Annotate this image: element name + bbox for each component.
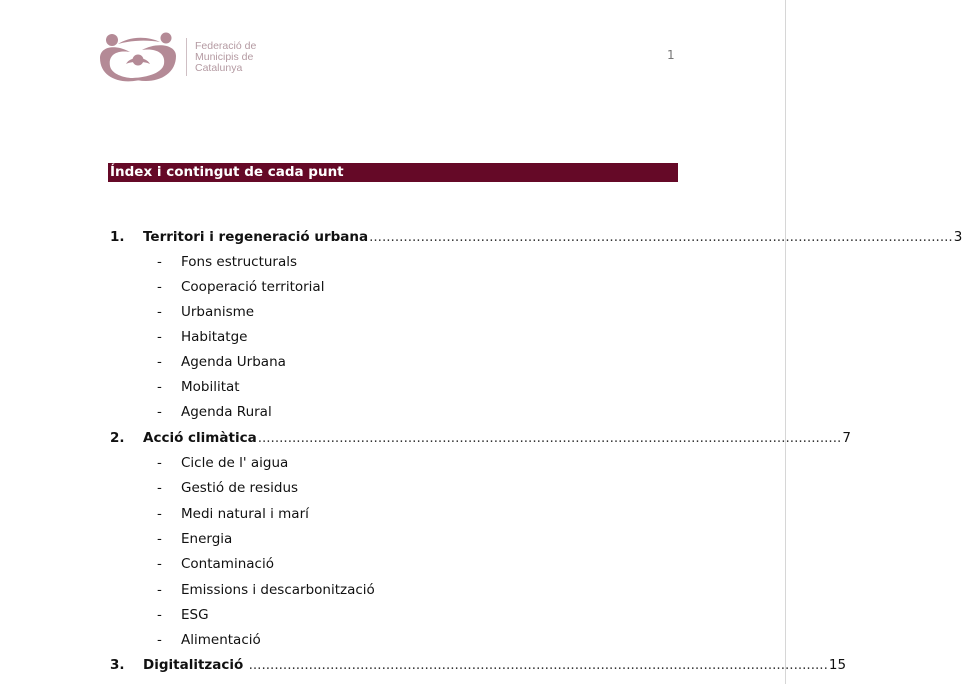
toc-subitem-label: Agenda Urbana bbox=[181, 354, 286, 370]
logo-line-3: Catalunya bbox=[195, 62, 243, 74]
index-heading: Índex i contingut de cada punt bbox=[108, 163, 678, 182]
toc-entry-title: Territori i regeneració urbana bbox=[143, 229, 369, 245]
toc-subitem-label: Emissions i descarbonització bbox=[181, 582, 375, 598]
toc-subitem: - Habitatge bbox=[157, 329, 248, 345]
toc-subitem: - Energia bbox=[157, 531, 233, 547]
toc-subitem-label: Alimentació bbox=[181, 632, 261, 648]
toc-subitem-label: ESG bbox=[181, 607, 209, 623]
logo-line-2: Municipis de bbox=[195, 51, 254, 63]
toc-subitem-label: Medi natural i marí bbox=[181, 506, 309, 522]
toc-subitem: - Gestió de residus bbox=[157, 480, 299, 496]
toc-entry-number: 1. bbox=[110, 229, 125, 245]
toc-subitem: - ESG bbox=[157, 607, 209, 623]
dot-leader: ........................................................................................................................................ bbox=[257, 430, 842, 446]
toc-subitem-label: Energia bbox=[181, 531, 233, 547]
toc-subitem: - Alimentació bbox=[157, 632, 261, 648]
toc-subitem-label: Gestió de residus bbox=[181, 480, 299, 496]
toc-entry-1[interactable] bbox=[110, 229, 962, 249]
logo-line-1: Federació de bbox=[195, 40, 257, 52]
toc-subitem: - Agenda Urbana bbox=[157, 354, 286, 370]
dot-leader: ....................................................................................................................................... bbox=[244, 657, 828, 673]
toc-entry-title: Acció climàtica bbox=[143, 430, 257, 446]
toc-subitem-label: Habitatge bbox=[181, 329, 248, 345]
toc-entry-2[interactable] bbox=[110, 430, 851, 450]
toc-entry-number: 2. bbox=[110, 430, 125, 446]
toc-subitem: - Cicle de l' aigua bbox=[157, 455, 289, 471]
toc-subitem: - Cooperació territorial bbox=[157, 279, 325, 295]
page-number: 1 bbox=[667, 48, 675, 62]
toc-entry-3[interactable] bbox=[110, 657, 847, 677]
toc-entry-title: Digitalització bbox=[143, 657, 244, 673]
toc-subitem: - Medi natural i marí bbox=[157, 506, 309, 522]
toc-subitem-label: Urbanisme bbox=[181, 304, 255, 320]
toc-subitem: - Contaminació bbox=[157, 556, 274, 572]
toc-entry-page: 7 bbox=[842, 430, 851, 446]
toc-entry-page: 15 bbox=[828, 657, 847, 673]
toc-subitem: - Urbanisme bbox=[157, 304, 255, 320]
toc-subitem-label: Agenda Rural bbox=[181, 404, 272, 420]
toc-subitem: - Agenda Rural bbox=[157, 404, 272, 420]
toc-entry-page: 3 bbox=[953, 229, 962, 245]
dot-leader: ........................................................................................................................................ bbox=[369, 229, 953, 245]
toc-subitem: - Fons estructurals bbox=[157, 254, 298, 270]
toc-subitem-label: Cooperació territorial bbox=[181, 279, 325, 295]
toc-subitem-label: Cicle de l' aigua bbox=[181, 455, 289, 471]
logo-wordmark bbox=[195, 41, 256, 74]
toc-subitem: - Emissions i descarbonització bbox=[157, 582, 375, 598]
toc-subitem-label: Contaminació bbox=[181, 556, 274, 572]
toc-subitem-label: Mobilitat bbox=[181, 379, 240, 395]
toc-subitem: - Mobilitat bbox=[157, 379, 240, 395]
toc-entry-number: 3. bbox=[110, 657, 125, 673]
toc-subitem-label: Fons estructurals bbox=[181, 254, 298, 270]
